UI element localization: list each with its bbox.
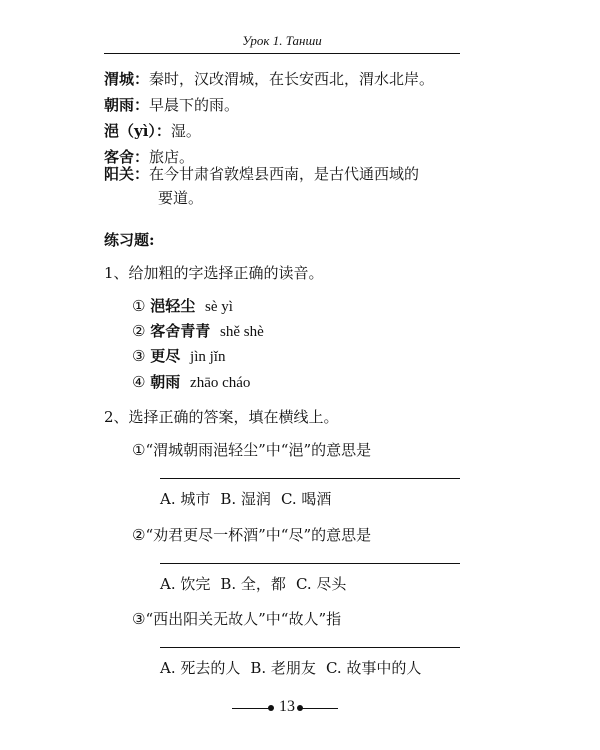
gloss-entry (104, 122, 201, 140)
item-number: ③ (132, 610, 146, 628)
gloss-continuation: 要道。 (158, 189, 204, 207)
gloss-text: 早晨下的雨。 (149, 96, 240, 114)
gloss-entry (104, 165, 419, 183)
q1-item (132, 373, 250, 392)
answer-blank (160, 478, 460, 479)
gloss-text: 湿。 (170, 122, 201, 140)
page-number: 13 (279, 698, 295, 715)
page-footer (0, 698, 600, 718)
option: C. 尽头 (295, 575, 347, 593)
q2-item (132, 526, 371, 544)
option: A. 死去的人 (160, 659, 241, 677)
answer-options (160, 659, 431, 677)
question-text: “渭城朝雨浥轻尘”中“浥”的意思是 (145, 441, 372, 459)
question-text: “劝君更尽一杯酒”中“尽”的意思是 (145, 526, 372, 544)
answer-options (160, 575, 356, 593)
q1-item (132, 347, 225, 366)
option: A. 饮完 (160, 575, 211, 593)
option: B. 湿润 (220, 490, 271, 508)
footer-rule-left (232, 708, 270, 709)
gloss-term: 客舍： (104, 148, 150, 166)
option: B. 老朋友 (250, 659, 316, 677)
answer-blank (160, 563, 460, 564)
q2-item (132, 610, 341, 628)
question-1-prompt: 1、给加粗的字选择正确的读音。 (104, 264, 324, 282)
gloss-term: 浥（yì）： (104, 122, 171, 140)
gloss-term: 阳关： (104, 165, 150, 183)
item-number: ③ (132, 347, 146, 365)
item-number: ④ (132, 373, 146, 391)
header-rule (104, 53, 460, 54)
item-number: ① (132, 297, 146, 315)
q2-item (132, 441, 371, 459)
item-number: ② (132, 526, 146, 544)
q1-item (132, 322, 264, 341)
gloss-entry (104, 70, 434, 88)
option: C. 故事中的人 (325, 659, 422, 677)
answer-options (160, 490, 341, 508)
gloss-text: 旅店。 (149, 148, 195, 166)
gloss-text: 秦时，汉改渭城，在长安西北，渭水北岸。 (149, 70, 435, 88)
gloss-term: 渭城： (104, 70, 150, 88)
pinyin-choices: sè yì (205, 299, 233, 315)
question-2-prompt: 2、选择正确的答案，填在横线上。 (104, 408, 339, 426)
item-number: ② (132, 322, 146, 340)
footer-rule-right (300, 708, 338, 709)
pinyin-choices: jìn jǐn (190, 349, 226, 365)
exercises-title: 练习题: (104, 231, 155, 249)
answer-blank (160, 647, 460, 648)
gloss-text: 在今甘肃省敦煌县西南，是古代通西域的 (149, 165, 420, 183)
bold-phrase: 更尽 (150, 347, 181, 365)
option: B. 全，都 (220, 575, 286, 593)
item-number: ① (132, 441, 146, 459)
bold-phrase: 客舍青青 (150, 322, 211, 340)
running-header: Урок 1. Танши (242, 33, 322, 48)
option: A. 城市 (160, 490, 211, 508)
gloss-entry (104, 96, 239, 114)
bold-phrase: 朝雨 (150, 373, 181, 391)
pinyin-choices: zhāo cháo (190, 375, 251, 391)
question-text: “西出阳关无故人”中“故人”指 (145, 610, 342, 628)
gloss-entry (104, 148, 194, 166)
footer-dot-left (268, 705, 274, 711)
q1-item (132, 297, 233, 316)
option: C. 喝酒 (280, 490, 332, 508)
pinyin-choices: shě shè (220, 324, 264, 340)
bold-phrase: 浥轻尘 (150, 297, 196, 315)
gloss-term: 朝雨： (104, 96, 150, 114)
